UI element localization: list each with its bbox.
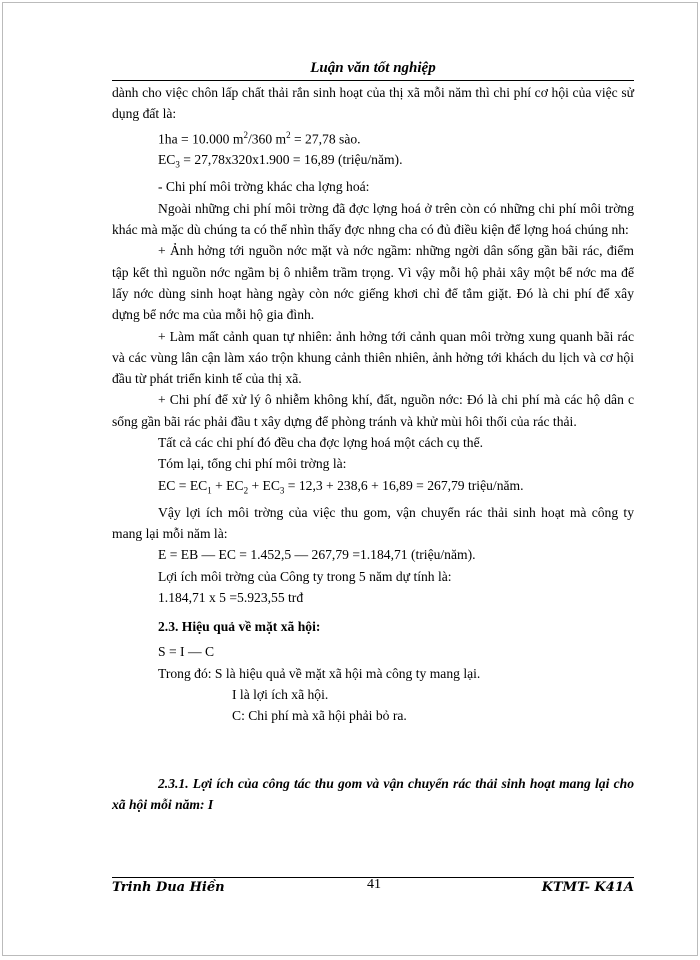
spacer <box>112 727 634 773</box>
header-rule <box>112 80 634 81</box>
paragraph: + Ảnh hởng tới nguồn nớc mặt và nớc ngầm: những ngời dân sống gần bãi rác, điểm tập kết thì nguồn nớc ngầm bị ô nhiễm trầm trọng. Vì vậy mỗi hộ phải xây một bể nớc ma để lấy nớc dùng sinh hoạt hàng ngày còn nớc giếng khơi chỉ để tắm giặt. Đó là chi phí để xây dựng bể nớc ma của mỗi hộ gia đình. <box>112 243 634 323</box>
page-number: 41 <box>367 877 381 892</box>
footer-author: Trinh Dua Hiền <box>112 880 225 895</box>
paragraph: Ngoài những chi phí môi trờng đã đợc lợng hoá ở trên còn có những chi phí môi trờng khác mà mặc dù chúng ta có thể nhìn thấy đợc nhng cha có đủ điều kiện để lợng hoá chúng nh: <box>112 200 634 238</box>
paragraph: Trong đó: S là hiệu quả về mặt xã hội mà công ty mang lại. <box>158 665 481 681</box>
formula-s: S = I — C <box>158 644 215 660</box>
paragraph: Lợi ích môi trờng của Công ty trong 5 năm dự tính là: <box>158 568 452 584</box>
section-heading: 2.3. Hiệu quả về mặt xã hội: <box>158 619 321 635</box>
paragraph: - Chi phí môi trờng khác cha lợng hoá: <box>158 179 370 195</box>
paragraph: + Làm mất cảnh quan tự nhiên: ảnh hởng tới cảnh quan môi trờng xung quanh bãi rác và các vùng lân cận làm xáo trộn khung cảnh thiên nhiên, ảnh hởng tới khách du lịch và cơ hội đầu từ phát triển kinh tế của thị xã. <box>112 328 634 387</box>
paragraph: + Chi phí để xử lý ô nhiễm không khí, đất, nguồn nớc: Đó là chi phí mà các hộ dân c sống gần bãi rác phải đầu t xây dựng để phòng tránh và khử mùi hôi thối của rác thải. <box>112 392 634 429</box>
paragraph: dành cho việc chôn lấp chất thải rắn sinh hoạt của thị xã mỗi năm thì chi phí cơ hội của việc sử dụng đất là: <box>112 85 634 122</box>
formula-sao: 1ha = 10.000 $m^2/360$ $m^2 = 27,78$ sào. <box>158 129 361 147</box>
formula-ec-total: EC = $EC_1 + EC_2 + EC_3 = 12,3 + 238,6 + 16,89 = 267,79$ triệu/năm. <box>158 477 524 496</box>
footer-class: KTMT- K41A <box>541 880 634 895</box>
formula-5-years: 1.184,71 x 5 =5.923,55 trđ <box>158 589 304 605</box>
paragraph: I là lợi ích xã hội. <box>232 686 329 702</box>
paragraph: Tất cả các chi phí đó đều cha đợc lợng hoá một cách cụ thể. <box>158 435 484 450</box>
running-header: Luận văn tốt nghiệp <box>310 60 436 76</box>
paragraph: C: Chi phí mà xã hội phải bỏ ra. <box>232 708 407 724</box>
body-text <box>112 82 634 815</box>
formula-ec3: $EC_3 = 27,78x320x1.900 = 16,89$ (triệu/năm). <box>158 152 403 171</box>
paragraph: Vậy lợi ích môi trờng của việc thu gom, vận chuyển rác thải sinh hoạt mà công ty mang lại mỗi năm là: <box>112 504 634 541</box>
subsection-heading: 2.3.1. Lợi ích của công tác thu gom và vận chuyển rác thải sinh hoạt mang lại cho xã hội mỗi năm: I <box>112 775 634 812</box>
formula-e: E = EB — EC = 1.452,5 — 267,79 =1.184,71 (triệu/năm). <box>158 547 476 563</box>
paragraph: Tóm lại, tổng chi phí môi trờng là: <box>158 456 347 472</box>
